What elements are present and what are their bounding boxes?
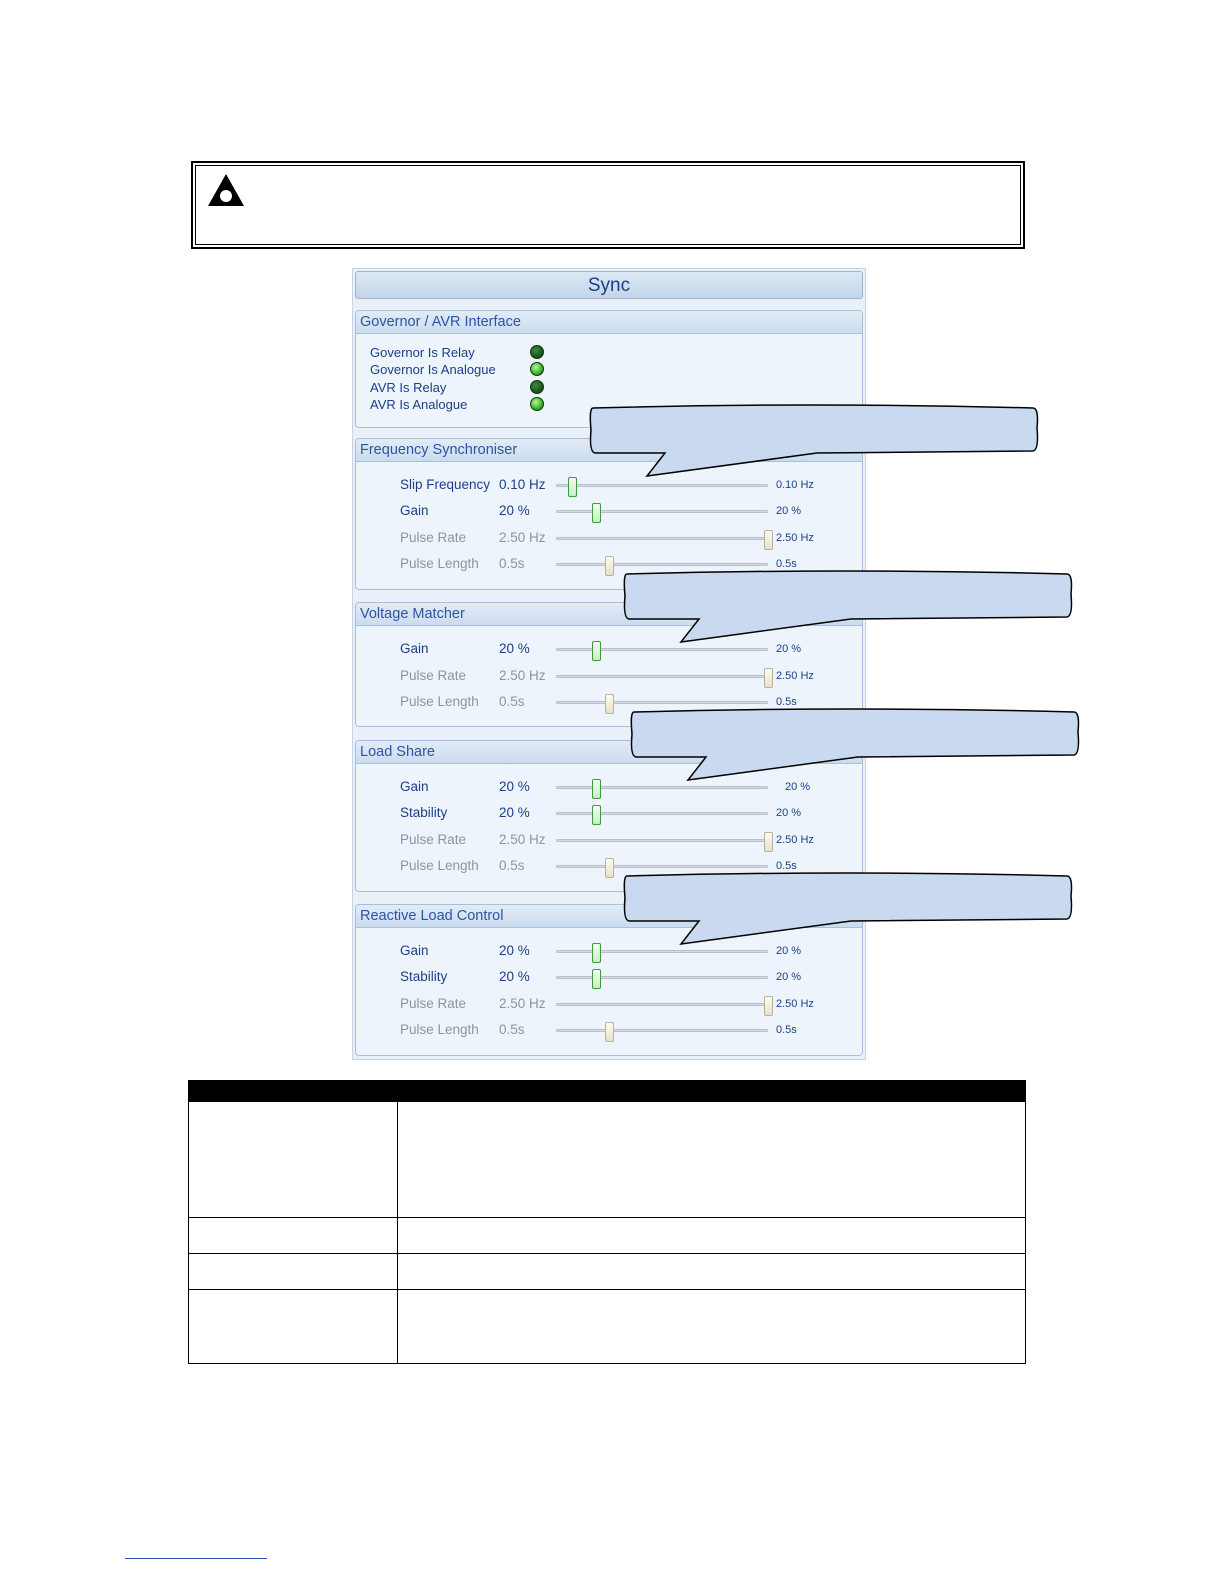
slider-track[interactable] xyxy=(556,812,768,815)
slider-readout: 20 % xyxy=(776,807,802,819)
slider-label: Pulse Rate xyxy=(400,832,467,847)
slider-readout: 20 % xyxy=(776,643,802,655)
slider-track[interactable] xyxy=(556,1029,768,1032)
slider-row-gain xyxy=(356,503,864,523)
slider-thumb[interactable] xyxy=(605,858,614,878)
callout-bubble xyxy=(619,570,1075,646)
slider-track[interactable] xyxy=(556,786,768,789)
table-header-cell xyxy=(189,1081,398,1102)
slider-row-slip-frequency xyxy=(356,477,864,497)
indicator-label: Governor Is Relay xyxy=(370,345,475,360)
slider-label: Gain xyxy=(400,943,429,958)
table-cell xyxy=(398,1218,1026,1254)
callout-bubble xyxy=(619,872,1075,948)
slider-readout: 20 % xyxy=(776,971,802,983)
slider-label: Pulse Length xyxy=(400,694,479,709)
section-title: Load Share xyxy=(356,741,862,764)
slider-label: Pulse Length xyxy=(400,858,479,873)
slider-value: 2.50 Hz xyxy=(499,530,546,545)
slider-row-stability xyxy=(356,805,864,825)
slider-thumb[interactable] xyxy=(605,1022,614,1042)
indicator-label: Governor Is Analogue xyxy=(370,362,496,377)
warning-triangle-icon xyxy=(206,172,246,208)
slider-value: 20 % xyxy=(499,943,530,958)
footer-link-underline xyxy=(125,1558,267,1559)
status-led-icon xyxy=(530,362,544,376)
slider-value: 20 % xyxy=(499,503,530,518)
slider-thumb[interactable] xyxy=(764,668,773,688)
slider-readout: 20 % xyxy=(776,945,802,957)
table-row xyxy=(189,1102,1026,1218)
slider-readout: 2.50 Hz xyxy=(776,532,814,544)
slider-row-pulse-rate xyxy=(356,832,864,852)
slider-track[interactable] xyxy=(556,537,768,540)
slider-label: Stability xyxy=(400,969,448,984)
slider-readout: 2.50 Hz xyxy=(776,998,814,1010)
table-header-row xyxy=(189,1081,1026,1102)
slider-value: 2.50 Hz xyxy=(499,668,546,683)
slider-value: 20 % xyxy=(499,641,530,656)
slider-label: Stability xyxy=(400,805,448,820)
slider-thumb[interactable] xyxy=(764,996,773,1016)
slider-thumb[interactable] xyxy=(605,556,614,576)
slider-track[interactable] xyxy=(556,701,768,704)
slider-value: 2.50 Hz xyxy=(499,832,546,847)
slider-readout: 0.5s xyxy=(776,558,797,570)
slider-thumb[interactable] xyxy=(592,805,601,825)
slider-label: Pulse Rate xyxy=(400,668,467,683)
table-row xyxy=(189,1290,1026,1364)
slider-label: Gain xyxy=(400,503,429,518)
slider-readout: 2.50 Hz xyxy=(776,670,814,682)
status-led-icon xyxy=(530,380,544,394)
slider-row-pulse-length xyxy=(356,1022,864,1042)
slider-value: 0.5s xyxy=(499,858,525,873)
indicator-label: AVR Is Analogue xyxy=(370,397,468,412)
slider-readout: 0.5s xyxy=(776,860,797,872)
indicator-label: AVR Is Relay xyxy=(370,380,447,395)
slider-thumb[interactable] xyxy=(592,943,601,963)
slider-label: Pulse Length xyxy=(400,556,479,571)
warning-box xyxy=(191,161,1025,249)
slider-value: 0.10 Hz xyxy=(499,477,546,492)
slider-value: 2.50 Hz xyxy=(499,996,546,1011)
callout-bubble xyxy=(626,708,1082,784)
slider-readout: 20 % xyxy=(785,781,811,793)
slider-track[interactable] xyxy=(556,976,768,979)
slider-value: 0.5s xyxy=(499,556,525,571)
callout-bubble xyxy=(585,404,1041,480)
table-header-cell xyxy=(398,1081,1026,1102)
slider-track[interactable] xyxy=(556,950,768,953)
table-cell xyxy=(189,1102,398,1218)
slider-label: Slip Frequency xyxy=(400,477,491,492)
slider-readout: 20 % xyxy=(776,505,802,517)
slider-value: 0.5s xyxy=(499,1022,525,1037)
slider-label: Pulse Rate xyxy=(400,996,467,1011)
slider-value: 20 % xyxy=(499,779,530,794)
slider-track[interactable] xyxy=(556,510,768,513)
slider-readout: 0.5s xyxy=(776,1024,797,1036)
table-cell xyxy=(398,1254,1026,1290)
slider-track[interactable] xyxy=(556,648,768,651)
slider-readout: 0.5s xyxy=(776,696,797,708)
slider-thumb[interactable] xyxy=(764,832,773,852)
slider-track[interactable] xyxy=(556,484,768,487)
slider-thumb[interactable] xyxy=(592,503,601,523)
slider-value: 20 % xyxy=(499,805,530,820)
slider-thumb[interactable] xyxy=(592,641,601,661)
slider-value: 20 % xyxy=(499,969,530,984)
slider-label: Pulse Length xyxy=(400,1022,479,1037)
status-led-icon xyxy=(530,345,544,359)
table-row xyxy=(189,1218,1026,1254)
slider-readout: 2.50 Hz xyxy=(776,834,814,846)
slider-readout: 0.10 Hz xyxy=(776,479,814,491)
warning-box-inner xyxy=(195,165,1021,245)
table-cell xyxy=(398,1102,1026,1218)
slider-row-pulse-rate xyxy=(356,996,864,1016)
slider-track[interactable] xyxy=(556,1003,768,1006)
slider-track[interactable] xyxy=(556,563,768,566)
table-cell xyxy=(189,1290,398,1364)
slider-label: Gain xyxy=(400,641,429,656)
slider-value: 0.5s xyxy=(499,694,525,709)
section-title: Governor / AVR Interface xyxy=(356,311,862,334)
section-title: Voltage Matcher xyxy=(356,603,862,626)
section-title: Reactive Load Control xyxy=(356,905,862,928)
slider-label: Pulse Rate xyxy=(400,530,467,545)
description-table xyxy=(188,1080,1026,1364)
slider-row-pulse-rate xyxy=(356,530,864,550)
slider-thumb[interactable] xyxy=(764,530,773,550)
slider-thumb[interactable] xyxy=(592,969,601,989)
slider-row-stability xyxy=(356,969,864,989)
table-cell xyxy=(189,1218,398,1254)
table-cell xyxy=(189,1254,398,1290)
slider-row-pulse-rate xyxy=(356,668,864,688)
slider-track[interactable] xyxy=(556,675,768,678)
slider-label: Gain xyxy=(400,779,429,794)
slider-track[interactable] xyxy=(556,839,768,842)
panel-title: Sync xyxy=(355,271,863,299)
table-row xyxy=(189,1254,1026,1290)
slider-thumb[interactable] xyxy=(568,477,577,497)
slider-thumb[interactable] xyxy=(592,779,601,799)
status-led-icon xyxy=(530,397,544,411)
slider-track[interactable] xyxy=(556,865,768,868)
table-cell xyxy=(398,1290,1026,1364)
section-title: Frequency Synchroniser xyxy=(356,439,862,462)
slider-thumb[interactable] xyxy=(605,694,614,714)
